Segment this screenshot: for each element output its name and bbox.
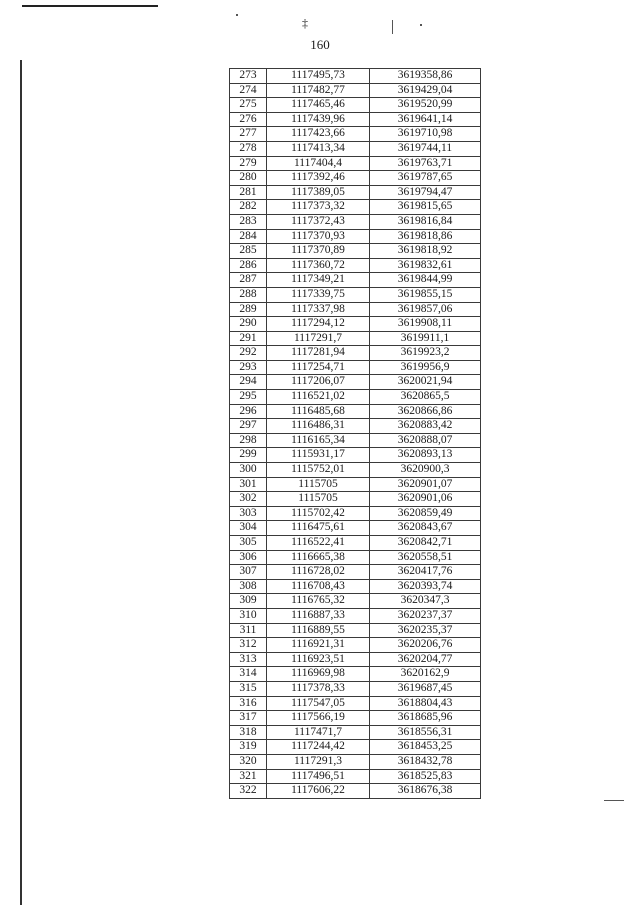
point-number-cell: 288 bbox=[230, 287, 267, 302]
point-number-cell: 309 bbox=[230, 594, 267, 609]
table-row bbox=[230, 244, 481, 259]
x-coordinate-cell: 1117370,93 bbox=[267, 229, 370, 244]
x-coordinate-cell: 1117291,7 bbox=[267, 331, 370, 346]
table-row bbox=[230, 317, 481, 332]
x-coordinate-cell: 1117339,75 bbox=[267, 287, 370, 302]
y-coordinate-cell: 3619832,61 bbox=[370, 258, 481, 273]
y-coordinate-cell: 3619429,04 bbox=[370, 83, 481, 98]
table-row bbox=[230, 521, 481, 536]
x-coordinate-cell: 1116665,38 bbox=[267, 550, 370, 565]
x-coordinate-cell: 1117495,73 bbox=[267, 69, 370, 84]
x-coordinate-cell: 1116708,43 bbox=[267, 579, 370, 594]
y-coordinate-cell: 3619911,1 bbox=[370, 331, 481, 346]
point-number-cell: 301 bbox=[230, 477, 267, 492]
y-coordinate-cell: 3619816,84 bbox=[370, 214, 481, 229]
point-number-cell: 296 bbox=[230, 404, 267, 419]
y-coordinate-cell: 3620859,49 bbox=[370, 506, 481, 521]
page-number: 160 bbox=[310, 37, 330, 52]
point-number-cell: 311 bbox=[230, 623, 267, 638]
point-number-cell: 299 bbox=[230, 448, 267, 463]
x-coordinate-cell: 1117337,98 bbox=[267, 302, 370, 317]
x-coordinate-cell: 1116887,33 bbox=[267, 608, 370, 623]
table-row bbox=[230, 579, 481, 594]
y-coordinate-cell: 3620843,67 bbox=[370, 521, 481, 536]
y-coordinate-cell: 3619763,71 bbox=[370, 156, 481, 171]
table-row bbox=[230, 681, 481, 696]
table-row bbox=[230, 302, 481, 317]
y-coordinate-cell: 3618804,43 bbox=[370, 696, 481, 711]
table-row bbox=[230, 565, 481, 580]
y-coordinate-cell: 3620204,77 bbox=[370, 652, 481, 667]
point-number-cell: 316 bbox=[230, 696, 267, 711]
x-coordinate-cell: 1117496,51 bbox=[267, 769, 370, 784]
table-row bbox=[230, 477, 481, 492]
point-number-cell: 321 bbox=[230, 769, 267, 784]
y-coordinate-cell: 3618685,96 bbox=[370, 711, 481, 726]
x-coordinate-cell: 1117244,42 bbox=[267, 740, 370, 755]
table-row bbox=[230, 594, 481, 609]
y-coordinate-cell: 3618525,83 bbox=[370, 769, 481, 784]
x-coordinate-cell: 1116486,31 bbox=[267, 419, 370, 434]
x-coordinate-cell: 1116889,55 bbox=[267, 623, 370, 638]
point-number-cell: 278 bbox=[230, 141, 267, 156]
x-coordinate-cell: 1116969,98 bbox=[267, 667, 370, 682]
y-coordinate-cell: 3619641,14 bbox=[370, 112, 481, 127]
x-coordinate-cell: 1115705 bbox=[267, 492, 370, 507]
table-row bbox=[230, 258, 481, 273]
point-number-cell: 274 bbox=[230, 83, 267, 98]
x-coordinate-cell: 1117349,21 bbox=[267, 273, 370, 288]
y-coordinate-cell: 3618556,31 bbox=[370, 725, 481, 740]
x-coordinate-cell: 1117254,71 bbox=[267, 360, 370, 375]
x-coordinate-cell: 1116165,34 bbox=[267, 433, 370, 448]
point-number-cell: 277 bbox=[230, 127, 267, 142]
y-coordinate-cell: 3620900,3 bbox=[370, 463, 481, 478]
point-number-cell: 318 bbox=[230, 725, 267, 740]
y-coordinate-cell: 3620866,86 bbox=[370, 404, 481, 419]
table-row bbox=[230, 638, 481, 653]
x-coordinate-cell: 1117372,43 bbox=[267, 214, 370, 229]
table-row bbox=[230, 448, 481, 463]
table-row bbox=[230, 419, 481, 434]
point-number-cell: 293 bbox=[230, 360, 267, 375]
y-coordinate-cell: 3620865,5 bbox=[370, 390, 481, 405]
y-coordinate-cell: 3619710,98 bbox=[370, 127, 481, 142]
x-coordinate-cell: 1117291,3 bbox=[267, 754, 370, 769]
x-coordinate-cell: 1117423,66 bbox=[267, 127, 370, 142]
table-row bbox=[230, 273, 481, 288]
y-coordinate-cell: 3619744,11 bbox=[370, 141, 481, 156]
point-number-cell: 291 bbox=[230, 331, 267, 346]
table-row bbox=[230, 506, 481, 521]
point-number-cell: 317 bbox=[230, 711, 267, 726]
scan-speck bbox=[420, 24, 422, 26]
point-number-cell: 303 bbox=[230, 506, 267, 521]
table-row bbox=[230, 287, 481, 302]
table-row bbox=[230, 696, 481, 711]
point-number-cell: 298 bbox=[230, 433, 267, 448]
point-number-cell: 276 bbox=[230, 112, 267, 127]
table-row bbox=[230, 463, 481, 478]
y-coordinate-cell: 3619818,86 bbox=[370, 229, 481, 244]
y-coordinate-cell: 3619908,11 bbox=[370, 317, 481, 332]
point-number-cell: 320 bbox=[230, 754, 267, 769]
table-row bbox=[230, 83, 481, 98]
table-row bbox=[230, 185, 481, 200]
table-row bbox=[230, 200, 481, 215]
y-coordinate-cell: 3620558,51 bbox=[370, 550, 481, 565]
y-coordinate-cell: 3619787,65 bbox=[370, 171, 481, 186]
y-coordinate-cell: 3620021,94 bbox=[370, 375, 481, 390]
y-coordinate-cell: 3618453,25 bbox=[370, 740, 481, 755]
point-number-cell: 304 bbox=[230, 521, 267, 536]
y-coordinate-cell: 3619687,45 bbox=[370, 681, 481, 696]
x-coordinate-cell: 1117606,22 bbox=[267, 784, 370, 799]
y-coordinate-cell: 3619794,47 bbox=[370, 185, 481, 200]
x-coordinate-cell: 1116921,31 bbox=[267, 638, 370, 653]
x-coordinate-cell: 1117360,72 bbox=[267, 258, 370, 273]
x-coordinate-cell: 1117392,46 bbox=[267, 171, 370, 186]
table-row bbox=[230, 652, 481, 667]
y-coordinate-cell: 3620893,13 bbox=[370, 448, 481, 463]
point-number-cell: 286 bbox=[230, 258, 267, 273]
x-coordinate-cell: 1117465,46 bbox=[267, 98, 370, 113]
point-number-cell: 285 bbox=[230, 244, 267, 259]
table-row bbox=[230, 214, 481, 229]
table-row bbox=[230, 725, 481, 740]
y-coordinate-cell: 3620347,3 bbox=[370, 594, 481, 609]
y-coordinate-cell: 3620901,06 bbox=[370, 492, 481, 507]
y-coordinate-cell: 3620888,07 bbox=[370, 433, 481, 448]
table-row bbox=[230, 784, 481, 799]
scan-speck bbox=[236, 14, 238, 16]
table-row bbox=[230, 492, 481, 507]
table-row bbox=[230, 769, 481, 784]
x-coordinate-cell: 1116522,41 bbox=[267, 536, 370, 551]
point-number-cell: 306 bbox=[230, 550, 267, 565]
point-number-cell: 287 bbox=[230, 273, 267, 288]
point-number-cell: 322 bbox=[230, 784, 267, 799]
left-margin-bar bbox=[20, 60, 22, 905]
point-number-cell: 279 bbox=[230, 156, 267, 171]
table-row bbox=[230, 740, 481, 755]
coordinates-table-body bbox=[230, 69, 481, 799]
y-coordinate-cell: 3619818,92 bbox=[370, 244, 481, 259]
point-number-cell: 314 bbox=[230, 667, 267, 682]
point-number-cell: 310 bbox=[230, 608, 267, 623]
point-number-cell: 281 bbox=[230, 185, 267, 200]
x-coordinate-cell: 1117389,05 bbox=[267, 185, 370, 200]
x-coordinate-cell: 1117378,33 bbox=[267, 681, 370, 696]
x-coordinate-cell: 1116923,51 bbox=[267, 652, 370, 667]
table-row bbox=[230, 667, 481, 682]
table-row bbox=[230, 156, 481, 171]
point-number-cell: 319 bbox=[230, 740, 267, 755]
point-number-cell: 282 bbox=[230, 200, 267, 215]
y-coordinate-cell: 3620206,76 bbox=[370, 638, 481, 653]
point-number-cell: 315 bbox=[230, 681, 267, 696]
point-number-cell: 312 bbox=[230, 638, 267, 653]
y-coordinate-cell: 3620393,74 bbox=[370, 579, 481, 594]
y-coordinate-cell: 3619520,99 bbox=[370, 98, 481, 113]
x-coordinate-cell: 1117370,89 bbox=[267, 244, 370, 259]
table-row bbox=[230, 711, 481, 726]
point-number-cell: 284 bbox=[230, 229, 267, 244]
y-coordinate-cell: 3619855,15 bbox=[370, 287, 481, 302]
x-coordinate-cell: 1117404,4 bbox=[267, 156, 370, 171]
point-number-cell: 283 bbox=[230, 214, 267, 229]
table-row bbox=[230, 404, 481, 419]
point-number-cell: 297 bbox=[230, 419, 267, 434]
table-row bbox=[230, 754, 481, 769]
table-row bbox=[230, 608, 481, 623]
y-coordinate-cell: 3620883,42 bbox=[370, 419, 481, 434]
top-rule-line bbox=[22, 5, 158, 7]
table-row bbox=[230, 69, 481, 84]
table-row bbox=[230, 98, 481, 113]
x-coordinate-cell: 1115931,17 bbox=[267, 448, 370, 463]
y-coordinate-cell: 3619844,99 bbox=[370, 273, 481, 288]
x-coordinate-cell: 1116485,68 bbox=[267, 404, 370, 419]
y-coordinate-cell: 3620162,9 bbox=[370, 667, 481, 682]
x-coordinate-cell: 1117281,94 bbox=[267, 346, 370, 361]
table-row bbox=[230, 141, 481, 156]
point-number-cell: 313 bbox=[230, 652, 267, 667]
y-coordinate-cell: 3619815,65 bbox=[370, 200, 481, 215]
y-coordinate-cell: 3619923,2 bbox=[370, 346, 481, 361]
x-coordinate-cell: 1115705 bbox=[267, 477, 370, 492]
table-row bbox=[230, 390, 481, 405]
table-row bbox=[230, 623, 481, 638]
point-number-cell: 300 bbox=[230, 463, 267, 478]
table-row bbox=[230, 171, 481, 186]
x-coordinate-cell: 1117547,05 bbox=[267, 696, 370, 711]
x-coordinate-cell: 1116728,02 bbox=[267, 565, 370, 580]
x-coordinate-cell: 1117439,96 bbox=[267, 112, 370, 127]
table-row bbox=[230, 112, 481, 127]
x-coordinate-cell: 1115702,42 bbox=[267, 506, 370, 521]
point-number-cell: 275 bbox=[230, 98, 267, 113]
y-coordinate-cell: 3620237,37 bbox=[370, 608, 481, 623]
scan-speck bbox=[604, 800, 624, 801]
y-coordinate-cell: 3619956,9 bbox=[370, 360, 481, 375]
coordinates-table bbox=[229, 68, 481, 799]
point-number-cell: 295 bbox=[230, 390, 267, 405]
y-coordinate-cell: 3620901,07 bbox=[370, 477, 481, 492]
point-number-cell: 307 bbox=[230, 565, 267, 580]
table-row bbox=[230, 127, 481, 142]
scan-speck bbox=[392, 20, 393, 34]
point-number-cell: 290 bbox=[230, 317, 267, 332]
x-coordinate-cell: 1117294,12 bbox=[267, 317, 370, 332]
y-coordinate-cell: 3618432,78 bbox=[370, 754, 481, 769]
x-coordinate-cell: 1116765,32 bbox=[267, 594, 370, 609]
point-number-cell: 308 bbox=[230, 579, 267, 594]
table-row bbox=[230, 229, 481, 244]
table-row bbox=[230, 331, 481, 346]
y-coordinate-cell: 3619857,06 bbox=[370, 302, 481, 317]
y-coordinate-cell: 3618676,38 bbox=[370, 784, 481, 799]
point-number-cell: 289 bbox=[230, 302, 267, 317]
point-number-cell: 305 bbox=[230, 536, 267, 551]
x-coordinate-cell: 1117482,77 bbox=[267, 83, 370, 98]
x-coordinate-cell: 1117471,7 bbox=[267, 725, 370, 740]
y-coordinate-cell: 3620417,76 bbox=[370, 565, 481, 580]
x-coordinate-cell: 1116475,61 bbox=[267, 521, 370, 536]
x-coordinate-cell: 1117413,34 bbox=[267, 141, 370, 156]
table-row bbox=[230, 375, 481, 390]
page-mark: ‡ bbox=[302, 16, 308, 30]
x-coordinate-cell: 1115752,01 bbox=[267, 463, 370, 478]
y-coordinate-cell: 3619358,86 bbox=[370, 69, 481, 84]
table-row bbox=[230, 433, 481, 448]
point-number-cell: 273 bbox=[230, 69, 267, 84]
x-coordinate-cell: 1117566,19 bbox=[267, 711, 370, 726]
point-number-cell: 302 bbox=[230, 492, 267, 507]
point-number-cell: 280 bbox=[230, 171, 267, 186]
y-coordinate-cell: 3620842,71 bbox=[370, 536, 481, 551]
x-coordinate-cell: 1117373,32 bbox=[267, 200, 370, 215]
x-coordinate-cell: 1117206,07 bbox=[267, 375, 370, 390]
point-number-cell: 292 bbox=[230, 346, 267, 361]
table-row bbox=[230, 360, 481, 375]
y-coordinate-cell: 3620235,37 bbox=[370, 623, 481, 638]
table-row bbox=[230, 536, 481, 551]
table-row bbox=[230, 550, 481, 565]
table-row bbox=[230, 346, 481, 361]
point-number-cell: 294 bbox=[230, 375, 267, 390]
x-coordinate-cell: 1116521,02 bbox=[267, 390, 370, 405]
